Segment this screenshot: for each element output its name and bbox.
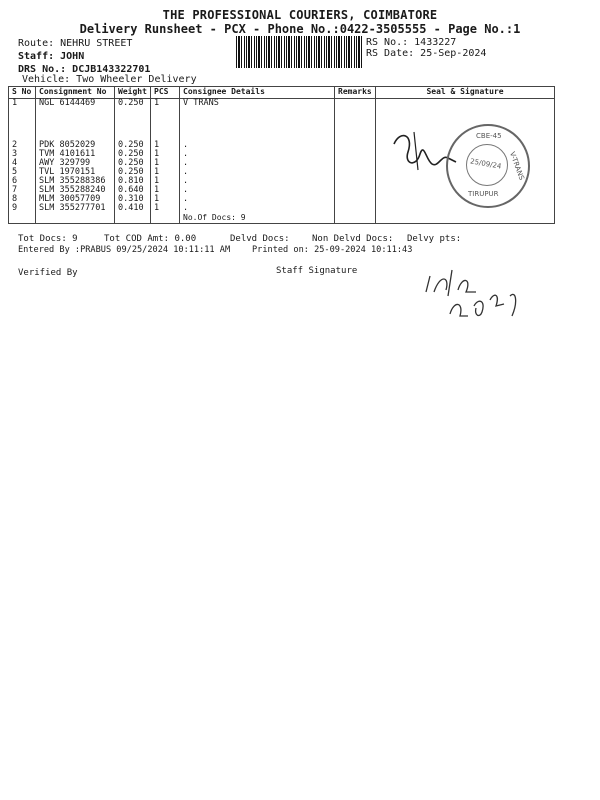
cell-consignment: MLM 30057709: [36, 195, 115, 204]
cell-consignee: .: [180, 150, 335, 159]
cell-sno: 1: [9, 99, 36, 141]
cell-consignment: TVM 4101611: [36, 150, 115, 159]
cell-sno: 4: [9, 159, 36, 168]
cell-pcs: 1: [151, 177, 180, 186]
cell-consignee: V TRANS: [180, 99, 335, 141]
col-seal: Seal & Signature: [376, 87, 555, 99]
barcode-image: [236, 36, 362, 68]
cell-pcs: 1: [151, 99, 180, 141]
cell-pcs: 1: [151, 141, 180, 150]
cell-remarks: [335, 159, 376, 168]
rs-number: RS No.: 1433227: [366, 37, 457, 48]
cell-consignment: SLM 355277701: [36, 204, 115, 213]
cell-weight: 0.250: [115, 159, 151, 168]
cell-remarks: [335, 150, 376, 159]
cell-sno: 9: [9, 204, 36, 213]
drs-number: DRS No.: DCJB143322701: [18, 64, 151, 75]
cell-remarks: [335, 141, 376, 150]
stamp-bottom-text: TIRUPUR: [468, 190, 499, 198]
cell-pcs: 1: [151, 186, 180, 195]
cell-weight: 0.250: [115, 168, 151, 177]
printed-on: Printed on: 25-09-2024 10:11:43: [252, 245, 413, 255]
stamp-top-text: CBE-45: [476, 132, 502, 140]
staff-label: Staff: JOHN: [18, 51, 85, 62]
cell-sno: 2: [9, 141, 36, 150]
total-cod-amount: Tot COD Amt: 0.00: [104, 234, 197, 244]
cell-consignee: .: [180, 177, 335, 186]
no-of-docs: No.Of Docs: 9: [180, 213, 335, 224]
total-docs: Tot Docs: 9: [18, 234, 78, 244]
cell-remarks: [335, 168, 376, 177]
verified-by-label: Verified By: [18, 268, 78, 278]
col-pcs: PCS: [151, 87, 180, 99]
stamp-right-text: V-TRANS: [507, 150, 526, 182]
cell-weight: 0.640: [115, 186, 151, 195]
cell-weight: 0.810: [115, 177, 151, 186]
cell-sno: 8: [9, 195, 36, 204]
col-consignment: Consignment No: [36, 87, 115, 99]
cell-remarks: [335, 204, 376, 213]
cell-sno: 7: [9, 186, 36, 195]
vehicle-label: Vehicle: Two Wheeler Delivery: [22, 74, 197, 85]
cell-pcs: 1: [151, 204, 180, 213]
col-consignee: Consignee Details: [180, 87, 335, 99]
col-remarks: Remarks: [335, 87, 376, 99]
cell-remarks: [335, 186, 376, 195]
stamp-date: 25/09/24: [469, 157, 502, 171]
cell-consignment: PDK 8052029: [36, 141, 115, 150]
company-stamp: [446, 124, 530, 208]
route-label: Route: NEHRU STREET: [18, 38, 133, 49]
cell-weight: 0.310: [115, 195, 151, 204]
cell-seal: [376, 204, 555, 213]
cell-consignment: SLM 355288386: [36, 177, 115, 186]
cell-weight: 0.250: [115, 99, 151, 141]
cell-consignment: NGL 6144469: [36, 99, 115, 141]
cell-consignment: TVL 1970151: [36, 168, 115, 177]
company-title: THE PROFESSIONAL COURIERS, COIMBATORE: [162, 8, 438, 22]
col-weight: Weight: [115, 87, 151, 99]
cell-consignee: .: [180, 204, 335, 213]
cell-consignee: .: [180, 186, 335, 195]
cell-sno: 3: [9, 150, 36, 159]
delivery-points: Delvy pts:: [407, 234, 462, 244]
table-summary-row: [9, 213, 555, 224]
cell-pcs: 1: [151, 195, 180, 204]
non-delivered-docs: Non Delvd Docs:: [312, 234, 394, 244]
table-header-row: [9, 87, 555, 99]
cell-sno: 5: [9, 168, 36, 177]
cell-consignment: AWY 329799: [36, 159, 115, 168]
cell-pcs: 1: [151, 159, 180, 168]
cell-consignee: .: [180, 141, 335, 150]
cell-pcs: 1: [151, 150, 180, 159]
handwritten-date: [420, 262, 530, 328]
entered-by: Entered By :PRABUS 09/25/2024 10:11:11 AM: [18, 245, 231, 255]
cell-weight: 0.250: [115, 150, 151, 159]
cell-consignee: .: [180, 159, 335, 168]
cell-consignee: .: [180, 168, 335, 177]
cell-sno: 6: [9, 177, 36, 186]
cell-pcs: 1: [151, 168, 180, 177]
cell-consignee: .: [180, 195, 335, 204]
cell-weight: 0.250: [115, 141, 151, 150]
rs-date: RS Date: 25-Sep-2024: [366, 48, 487, 59]
cell-consignment: SLM 355288240: [36, 186, 115, 195]
col-sno: S No: [9, 87, 36, 99]
runsheet-subtitle: Delivery Runsheet - PCX - Phone No.:0422-3505555 - Page No.:1: [79, 22, 521, 36]
cell-remarks: [335, 177, 376, 186]
cell-remarks: [335, 99, 376, 141]
cell-remarks: [335, 195, 376, 204]
staff-signature-label: Staff Signature: [276, 266, 358, 276]
cell-weight: 0.410: [115, 204, 151, 213]
delivered-docs: Delvd Docs:: [230, 234, 290, 244]
